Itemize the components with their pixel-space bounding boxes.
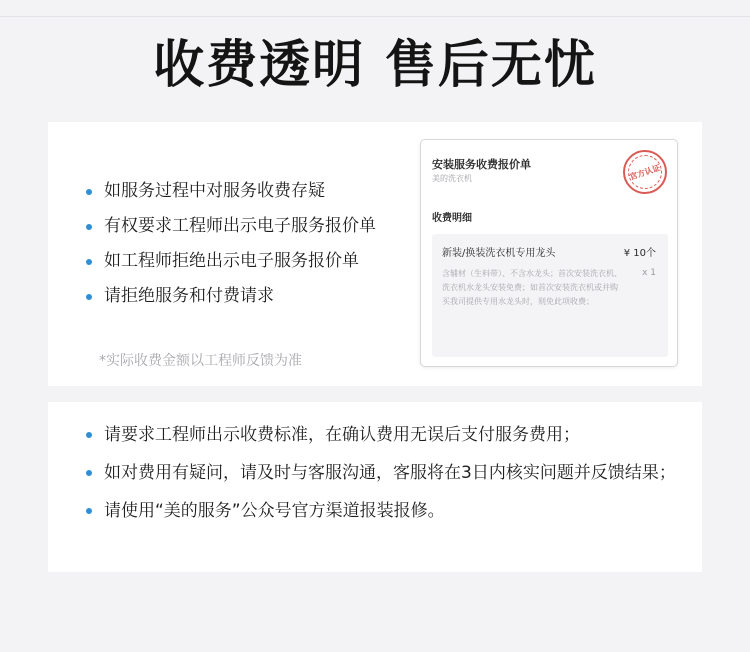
bullet-dot-icon [86,259,92,265]
fee-note: *实际收费金额以工程师反馈为准 [99,353,302,369]
list-item-text: 如对费用有疑问，请及时与客服沟通，客服将在3日内核实问题并反馈结果； [104,463,676,483]
list-item-text: 请要求工程师出示收费标准，在确认费用无误后支付服务费用； [104,425,580,445]
list-item-text: 请拒绝服务和付费请求 [104,286,274,306]
price-quote-panel [420,139,678,367]
list-item [86,498,676,524]
payment-guidance-list [86,422,676,536]
transparency-list [86,179,416,319]
bullet-dot-icon [86,294,92,300]
list-item-text: 如服务过程中对服务收费存疑 [104,181,325,201]
official-stamp-icon [623,150,667,194]
list-item [86,179,416,203]
fee-detail-heading: 收费明细 [432,213,472,224]
fee-item-name: 新装/换装洗衣机专用龙头 [442,248,556,259]
list-item [86,249,416,273]
fee-item-price: ¥ 10个 [623,248,656,259]
bullet-dot-icon [86,470,92,476]
transparency-card [48,122,702,386]
fee-item-quantity: x 1 [642,268,656,278]
quote-title: 安装服务收费报价单 [432,158,531,171]
bullet-dot-icon [86,224,92,230]
stamp-label: 官方认证 [628,162,662,182]
quote-subtitle: 美的洗衣机 [432,174,472,183]
list-item [86,214,416,238]
bullet-dot-icon [86,189,92,195]
page-title: 收费透明 售后无忧 [153,36,597,95]
list-item-text: 请使用“美的服务”公众号官方渠道报装报修。 [104,501,445,521]
list-item [86,422,676,448]
list-item-text: 有权要求工程师出示电子服务报价单 [104,216,376,236]
list-item [86,460,676,486]
list-item-text: 如工程师拒绝出示电子服务报价单 [104,251,359,271]
bullet-dot-icon [86,508,92,514]
payment-guidance-card [48,402,702,572]
stamp-inner-ring [628,155,662,189]
bullet-dot-icon [86,432,92,438]
top-divider [0,16,750,17]
fee-detail-box [432,234,668,357]
fee-item-description: 含辅材（生料带）、不含水龙头；首次安装洗衣机、洗衣机水龙头安装免费；如首次安装洗衣机或并购买我司提供专用水龙头时，则免此项收费； [442,269,622,306]
list-item [86,284,416,308]
